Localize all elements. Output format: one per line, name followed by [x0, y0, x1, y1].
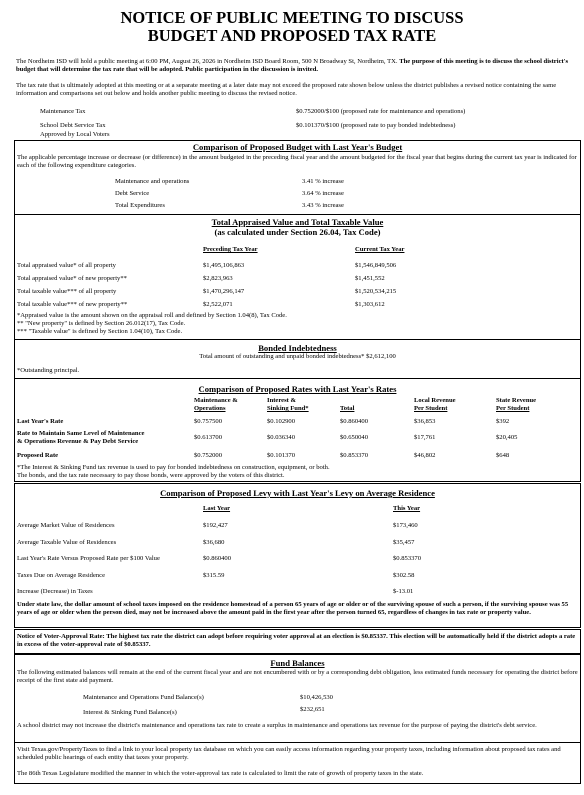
rate-row-label-2: & Operations Revenue & Pay Debt Service	[17, 438, 139, 445]
debt-tax-value: $0.101370/$100 (proposed rate to pay bonded indebtedness)	[296, 122, 456, 129]
title-line-1: NOTICE OF PUBLIC MEETING TO DISCUSS	[120, 8, 464, 27]
budget-row-label: Total Expenditures	[115, 202, 165, 209]
debt-tax-label-1: School Debt Service Tax	[40, 122, 106, 129]
footer-text-1: Visit Texas.gov/PropertyTaxes to find a link to your local property tax database on which you can easily access information regarding your property taxes, including information about proposed tax rates and scheduled public hearings of each entity that taxes your property.	[17, 746, 561, 761]
voter-approval-section	[14, 629, 581, 654]
title-line-2: BUDGET AND PROPOSED TAX RATE	[147, 26, 437, 45]
rates-note-2: The bonds, and the tax rate necessary to pay those bonds, were approved by the voters of this district.	[17, 472, 285, 479]
rate-row-total: $0.853370	[340, 452, 369, 459]
budget-description: The applicable percentage increase or decrease (or difference) in the amount budgeted in the preceding fiscal year and the amount budgeted for the fiscal year that begins during the current tax year is indicated for each of the following expenditure categories.	[17, 154, 577, 169]
appraised-row-prev: $1,495,106,863	[203, 262, 245, 269]
levy-title: Comparison of Proposed Levy with Last Year's Levy on Average Residence	[160, 488, 435, 498]
appraised-note: ** "New property" is defined by Section 26.012(17), Tax Code.	[17, 320, 186, 327]
fund-balances-section	[14, 654, 581, 743]
preceding-year-header: Preceding Tax Year	[203, 246, 258, 253]
voter-approval-label: Notice of Voter-Approval Rate:	[17, 633, 105, 640]
appraised-row-label: Total taxable value*** of new property**	[17, 301, 128, 308]
appraised-row-curr: $1,451,552	[355, 275, 385, 282]
fund-row-label: Maintenance and Operations Fund Balance(s)	[83, 694, 204, 701]
rate-row-is: $0.101370	[267, 452, 296, 459]
intro-paragraph-2: The tax rate that is ultimately adopted at this meeting or at a separate meeting at a later date may not exceed the proposed rate shown below unless the district publishes a revised notice containing the same information and comparisons set out below and holds another public meeting to discuss the revised notice.	[16, 82, 557, 97]
appraised-note: *** "Taxable value" is defined by Section 1.04(10), Tax Code.	[17, 328, 183, 335]
rates-comparison-section	[14, 378, 581, 482]
rate-row-state: $20,405	[496, 434, 518, 441]
levy-row-last: $0.860400	[203, 555, 232, 562]
budget-row-value: 3.64 % increase	[302, 190, 344, 197]
appraised-row-label: Total appraised value* of new property**	[17, 275, 127, 282]
rates-note-1: *The Interest & Sinking Fund tax revenue is used to pay for bonded indebtedness on construction, equipment, or both.	[17, 464, 330, 471]
rate-row-label: Last Year's Rate	[17, 418, 64, 425]
levy-row-this: $173,460	[393, 522, 418, 529]
rate-row-mo: $0.757500	[194, 418, 223, 425]
budget-row-value: 3.43 % increase	[302, 202, 344, 209]
footer-section	[14, 742, 581, 784]
is-header: Interest &	[267, 397, 296, 404]
levy-row-label: Average Taxable Value of Residences	[17, 539, 117, 546]
budget-row-label: Debt Service	[115, 190, 150, 197]
rate-row-local: $46,802	[414, 452, 436, 459]
mo-header: Maintenance &	[194, 397, 238, 404]
rates-title: Comparison of Proposed Rates with Last Year's Rates	[198, 384, 397, 394]
levy-row-last: $192,427	[203, 522, 228, 529]
appraised-row-prev: $1,470,296,147	[203, 288, 245, 295]
appraised-title: Total Appraised Value and Total Taxable Value	[211, 217, 384, 227]
appraised-row-prev: $2,823,963	[203, 275, 233, 282]
rate-row-state: $392	[496, 418, 510, 425]
budget-row-label: Maintenance and operations	[115, 178, 190, 185]
levy-row-label: Increase (Decrease) in Taxes	[17, 588, 93, 595]
levy-row-last: $36,680	[203, 539, 225, 546]
levy-row-last: $315.59	[203, 572, 225, 579]
appraised-subtitle: (as calculated under Section 26.04, Tax Code)	[214, 227, 381, 237]
rate-row-label: Rate to Maintain Same Level of Maintenance	[17, 430, 145, 437]
appraised-row-label: Total appraised value* of all property	[17, 262, 116, 269]
levy-row-label: Last Year's Rate Versus Proposed Rate per $100 Value	[17, 555, 160, 562]
notice-title	[0, 9, 584, 45]
maintenance-tax-value: $0.752000/$100 (proposed rate for maintenance and operations)	[296, 108, 466, 115]
bonded-title: Bonded Indebtedness	[258, 343, 337, 353]
rate-row-label: Proposed Rate	[17, 452, 59, 459]
levy-row-this: $0.853370	[393, 555, 422, 562]
appraised-row-curr: $1,546,849,506	[355, 262, 397, 269]
mo-header-2: Operations	[194, 405, 226, 412]
maintenance-tax-label: Maintenance Tax	[40, 108, 86, 115]
rate-row-total: $0.860400	[340, 418, 369, 425]
rate-row-mo: $0.752000	[194, 452, 223, 459]
appraised-note: *Appraised value is the amount shown on the appraisal roll and defined by Section 1.04(8), Tax Code.	[17, 312, 287, 319]
voter-approval-text	[17, 633, 578, 649]
budget-title: Comparison of Proposed Budget with Last Year's Budget	[192, 142, 403, 152]
appraised-row-prev: $2,522,071	[203, 301, 233, 308]
rate-row-local: $36,853	[414, 418, 436, 425]
bonded-note: *Outstanding principal.	[17, 367, 80, 374]
footer-text-2: The 86th Texas Legislature modified the manner in which the voter-approval tax rate is calculated to limit the rate of growth of property taxes in the state.	[17, 770, 424, 777]
levy-row-label: Average Market Value of Residences	[17, 522, 115, 529]
fund-row-value: $232,651	[300, 706, 325, 713]
this-year-header: This Year	[393, 505, 421, 512]
state-header: State Revenue	[496, 397, 537, 404]
levy-row-label: Taxes Due on Average Residence	[17, 572, 106, 579]
appraised-row-curr: $1,520,534,215	[355, 288, 397, 295]
bonded-indebtedness-section	[14, 339, 581, 379]
appraised-value-section	[14, 214, 581, 340]
total-header: Total	[340, 405, 355, 412]
last-year-header: Last Year	[203, 505, 231, 512]
voter-approval-body: The highest tax rate the district can adopt before requiring voter approval at an election is $0.85337. This election will be automatically held if the district adopts a rate in excess of the voter-approval rate of $0.85337.	[17, 633, 576, 648]
rate-row-state: $648	[496, 452, 510, 459]
fund-title: Fund Balances	[270, 658, 325, 668]
rate-row-is: $0.036340	[267, 434, 296, 441]
intro-paragraph-1: The Nordheim ISD will hold a public meeting at 6:00 PM, August 26, 2026 in Nordheim ISD Board Room, 500 N Broadway St, Nordheim, TX. The purpose of this meeting is to discuss the school district's budget that will determine the tax rate that will be adopted. Public participation in the discussion is invited.	[16, 58, 569, 73]
rate-row-mo: $0.613700	[194, 434, 223, 441]
local-header-2: Per Student	[414, 405, 448, 412]
levy-comparison-section	[14, 483, 581, 628]
appraised-row-curr: $1,303,612	[355, 301, 385, 308]
notice-page	[0, 9, 584, 795]
levy-row-this: $302.58	[393, 572, 415, 579]
rate-row-local: $17,761	[414, 434, 436, 441]
homestead-freeze-text: Under state law, the dollar amount of school taxes imposed on the residence homestead of a person 65 years of age or older or of the surviving spouse of such a person, if the surviving spouse was 55 years of age or older when the person died, may not be increased above the amount paid in the first year after the person turned 65, regardless of changes in tax rate or property value.	[17, 601, 569, 616]
budget-comparison-section	[14, 140, 581, 215]
local-header: Local Revenue	[414, 397, 456, 404]
fund-row-label: Interest & Sinking Fund Balance(s)	[83, 709, 177, 716]
is-header-2: Sinking Fund*	[267, 405, 309, 412]
levy-row-this: $-13.01	[393, 588, 414, 595]
bonded-total: Total amount of outstanding and unpaid bonded indebtedness* $2,612,100	[199, 353, 396, 360]
fund-row-value: $10,426,530	[300, 694, 333, 701]
levy-row-this: $35,457	[393, 539, 415, 546]
debt-tax-label-2: Approved by Local Voters	[40, 131, 110, 138]
rate-row-total: $0.650040	[340, 434, 369, 441]
appraised-row-label: Total taxable value*** of all property	[17, 288, 117, 295]
rate-row-is: $0.102900	[267, 418, 296, 425]
current-year-header: Current Tax Year	[355, 246, 405, 253]
state-header-2: Per Student	[496, 405, 530, 412]
fund-description: The following estimated balances will remain at the end of the current fiscal year and are not encumbered with or by a corresponding debt obligation, less estimated funds necessary for operating the district before receipt of the first state aid payment.	[17, 669, 578, 684]
fund-note: A school district may not increase the district's maintenance and operations tax rate to create a surplus in maintenance and operations tax revenue for the purpose of paying the district's debt service.	[17, 722, 537, 729]
budget-row-value: 3.41 % increase	[302, 178, 344, 185]
